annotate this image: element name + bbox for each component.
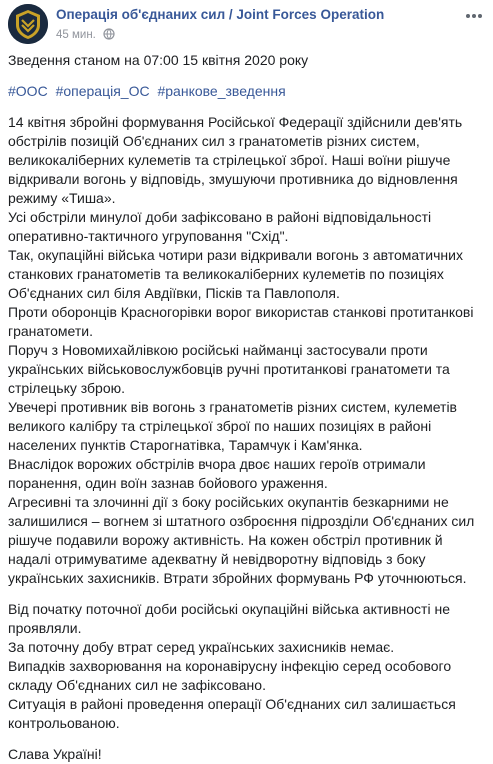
text-line: складу Об'єднаних сил не зафіксовано. (8, 677, 266, 693)
report-paragraphs (8, 113, 485, 588)
text-line: Увечері противник вів вогонь з гранатометів різних систем, кулеметів (8, 399, 457, 415)
text-line: оперативно-тактичного угруповання "Схід". (8, 228, 289, 244)
text-line: Ситуація в районі проведення операції Об'єднаних сил залишається (8, 696, 456, 712)
hashtag-link[interactable]: #ранкове_зведення (157, 83, 286, 99)
text-line: великого калібру та стрілецької зброї по наших позиціях в районі (8, 418, 432, 434)
text-line: відкривали вогонь у відповідь, змушуючи противника до відновлення (8, 171, 458, 187)
text-line: станкових гранатометів та великокаліберних кулеметів по позиціях (8, 266, 444, 282)
text-line: обстрілів позицій Об'єднаних сил з гранатометів різних систем, (8, 133, 420, 149)
hashtag-link[interactable]: #ООС (8, 83, 48, 99)
text-line: контрольованою. (8, 715, 120, 731)
post-timestamp[interactable]: 45 мин. (56, 29, 96, 41)
text-line: Об'єднаних сил біля Авдіївки, Пісків та Павлополя. (8, 285, 340, 301)
post-meta (56, 28, 115, 43)
text-line: Так, окупаційні війська чотири рази відкривали вогонь з автоматичних (8, 247, 463, 263)
globe-icon (103, 28, 115, 43)
page-avatar[interactable] (8, 4, 48, 44)
text-line: Випадків захворювання на коронавірусну інфекцію серед особового (8, 658, 452, 674)
text-line: Внаслідок ворожих обстрілів вчора двоє наших героїв отримали (8, 456, 426, 472)
text-line: населених пунктів Старогнатівка, Тарамчук і Кам'янка. (8, 437, 363, 453)
text-line: стрілецьку зброю. (8, 380, 125, 396)
text-line: 14 квітня збройні формування Російської Федерації здійснили дев'ять (8, 114, 463, 130)
text-line: Поруч з Новомихайлівкою російські найманці застосували проти (8, 342, 428, 358)
text-line: залишилися – вогнем зі штатного озброєння підрозділи Об'єднаних сил (8, 513, 475, 529)
text-line: великокаліберних кулеметів та стрілецької зброї. Наші воїни рішуче (8, 152, 451, 168)
text-line: гранатомети. (8, 323, 93, 339)
hashtags (8, 82, 485, 101)
text-line: Від початку поточної доби російські окупаційні війська активності не (8, 601, 450, 617)
text-line: За поточну добу втрат серед українських захисників немає. (8, 639, 395, 655)
text-line: українських захисників. Втрати збройних формувань РФ уточнюються. (8, 570, 467, 586)
post-body (8, 51, 485, 764)
text-line: Усі обстріли минулої доби зафіксовано в районі відповідальності (8, 209, 432, 225)
sign-off: Слава Україні! (8, 746, 102, 762)
joint-forces-emblem-icon (8, 4, 48, 44)
text-line: Проти оборонців Красногорівки ворог використав станкові протитанкові (8, 304, 474, 320)
text-line: режиму «Тиша». (8, 190, 116, 206)
text-line: рішуче подавили ворожу активність. На кожен обстріл противник й (8, 532, 443, 548)
closing-paragraphs (8, 600, 485, 733)
page-name-link[interactable]: Операція об'єднаних сил / Joint Forces Operation (56, 7, 385, 22)
text-line: надалі отримуватиме адекватну й невідворотну відповідь з боку (8, 551, 426, 567)
text-line: українських військовослужбовців ручні протитанкові гранатомети та (8, 361, 450, 377)
more-options-icon[interactable] (463, 8, 485, 24)
hashtag-link[interactable]: #операція_ОС (55, 83, 150, 99)
text-line: Агресивні та злочинні дії з боку російських окупантів безкарними не (8, 494, 449, 510)
text-line: проявляли. (8, 620, 82, 636)
post-header (8, 4, 485, 44)
text-line: поранення, один воїн зазнав бойового ураження. (8, 475, 328, 491)
summary-heading: Зведення станом на 07:00 15 квітня 2020 року (8, 52, 309, 68)
